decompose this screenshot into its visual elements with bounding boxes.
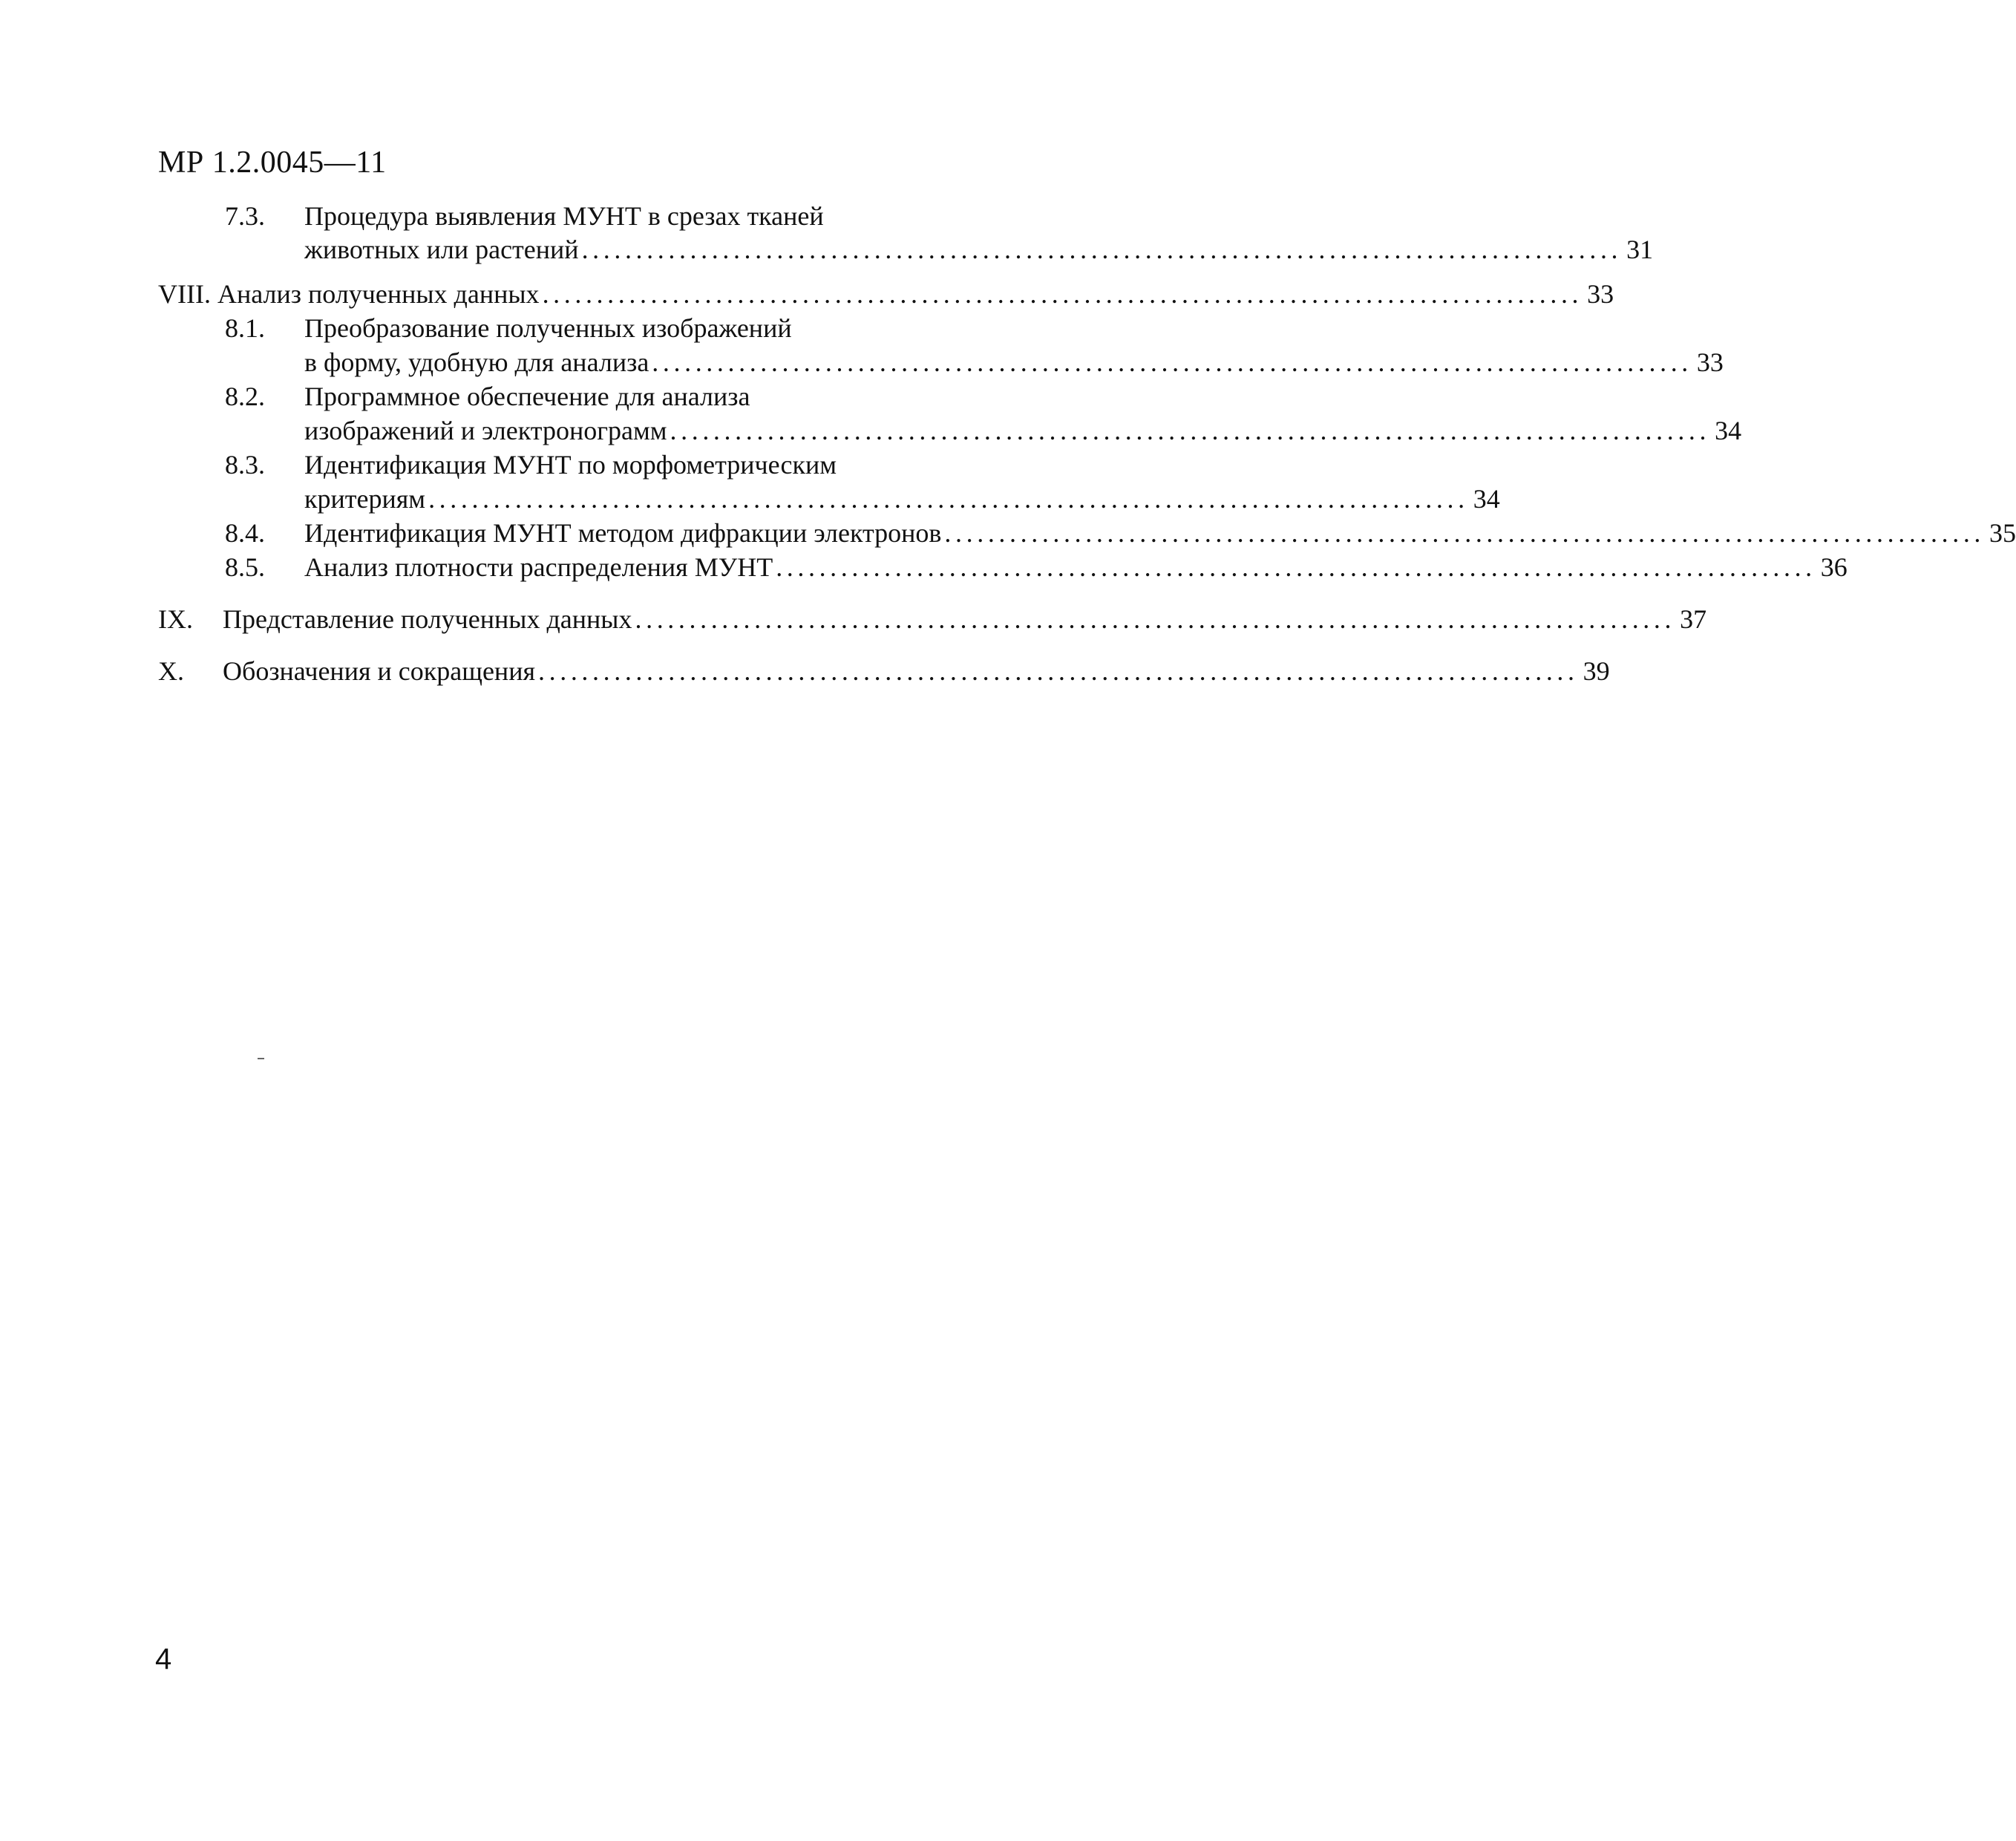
toc-page-number: 33 [1696,347,1724,377]
toc-entry-title: Представление полученных данных [223,604,632,634]
toc-entry-number: VIII. [158,279,211,309]
toc-entry-title: Преобразование полученных изображений [304,313,792,343]
toc-page-number: 37 [1680,604,1707,634]
dot-leader: ................................................................................................ [635,604,1676,634]
toc-entry-7-3-line-2 [158,232,1654,266]
toc-entry-8-2-line-1 [158,379,1091,413]
dot-leader: ................................................................................................ [944,518,1986,548]
toc-entry-title: Анализ плотности распределения МУНТ [304,552,773,582]
dot-leader: ................................................................................................ [652,347,1692,377]
toc-page-number: 36 [1820,552,1848,582]
toc-entry-title-continuation: животных или растений [304,235,579,264]
toc-entry-title: Идентификация МУНТ методом дифракции электронов [304,518,942,548]
toc-entry-10 [158,654,1610,688]
dot-leader: ................................................................................................ [542,279,1583,309]
toc-entry-number: 8.4. [225,518,265,548]
toc-entry-7-3-line-1 [158,199,1091,232]
dot-leader: ................................................................................................ [538,656,1579,686]
toc-entry-title: Анализ полученных данных [217,279,540,309]
toc-entry-title: Идентификация МУНТ по морфометрическим [304,450,837,480]
scan-speck [258,1058,264,1059]
toc-entry-8-5 [158,550,1848,584]
dot-leader: ................................................................................................ [776,552,1816,582]
table-of-contents [158,199,2016,688]
toc-page-number: 33 [1587,279,1614,309]
toc-page-number: 34 [1715,416,1742,445]
toc-entry-number: 8.1. [225,313,265,343]
toc-entry-title-continuation: в форму, удобную для анализа [304,347,649,377]
toc-entry-number: IX. [158,604,193,634]
toc-entry-title: Обозначения и сокращения [223,656,536,686]
toc-entry-8-2-line-2 [158,413,1742,448]
toc-entry-number: 8.5. [225,552,265,582]
toc-entry-number: 8.2. [225,382,265,411]
page-number: 4 [155,1643,172,1675]
toc-entry-8 [158,277,1614,311]
toc-entry-8-3-line-2 [158,482,1500,516]
toc-entry-title-continuation: изображений и электронограмм [304,416,667,445]
toc-entry-title-continuation: критериям [304,484,426,514]
toc-page-number: 39 [1583,656,1610,686]
toc-entry-8-1-line-1 [158,311,1091,345]
toc-entry-title: Программное обеспечение для анализа [304,382,750,411]
dot-leader: ................................................................................................ [428,484,1469,514]
toc-entry-8-1-line-2 [158,345,1724,379]
dot-leader: ................................................................................................ [670,416,1711,445]
toc-entry-number: 8.3. [225,450,265,480]
document-code-header: МР 1.2.0045—11 [158,145,387,180]
toc-page-number: 34 [1473,484,1500,514]
toc-entry-8-3-line-1 [158,448,1091,482]
toc-page-number: 35 [1989,518,2016,548]
toc-entry-number: X. [158,656,184,686]
toc-page-number: 31 [1626,235,1654,264]
dot-leader: ................................................................................................ [581,235,1623,264]
toc-entry-title: Процедура выявления МУНТ в срезах тканей [304,201,824,231]
toc-entry-number: 7.3. [225,201,265,231]
toc-entry-8-4 [158,516,2016,550]
toc-entry-9 [158,602,1707,636]
